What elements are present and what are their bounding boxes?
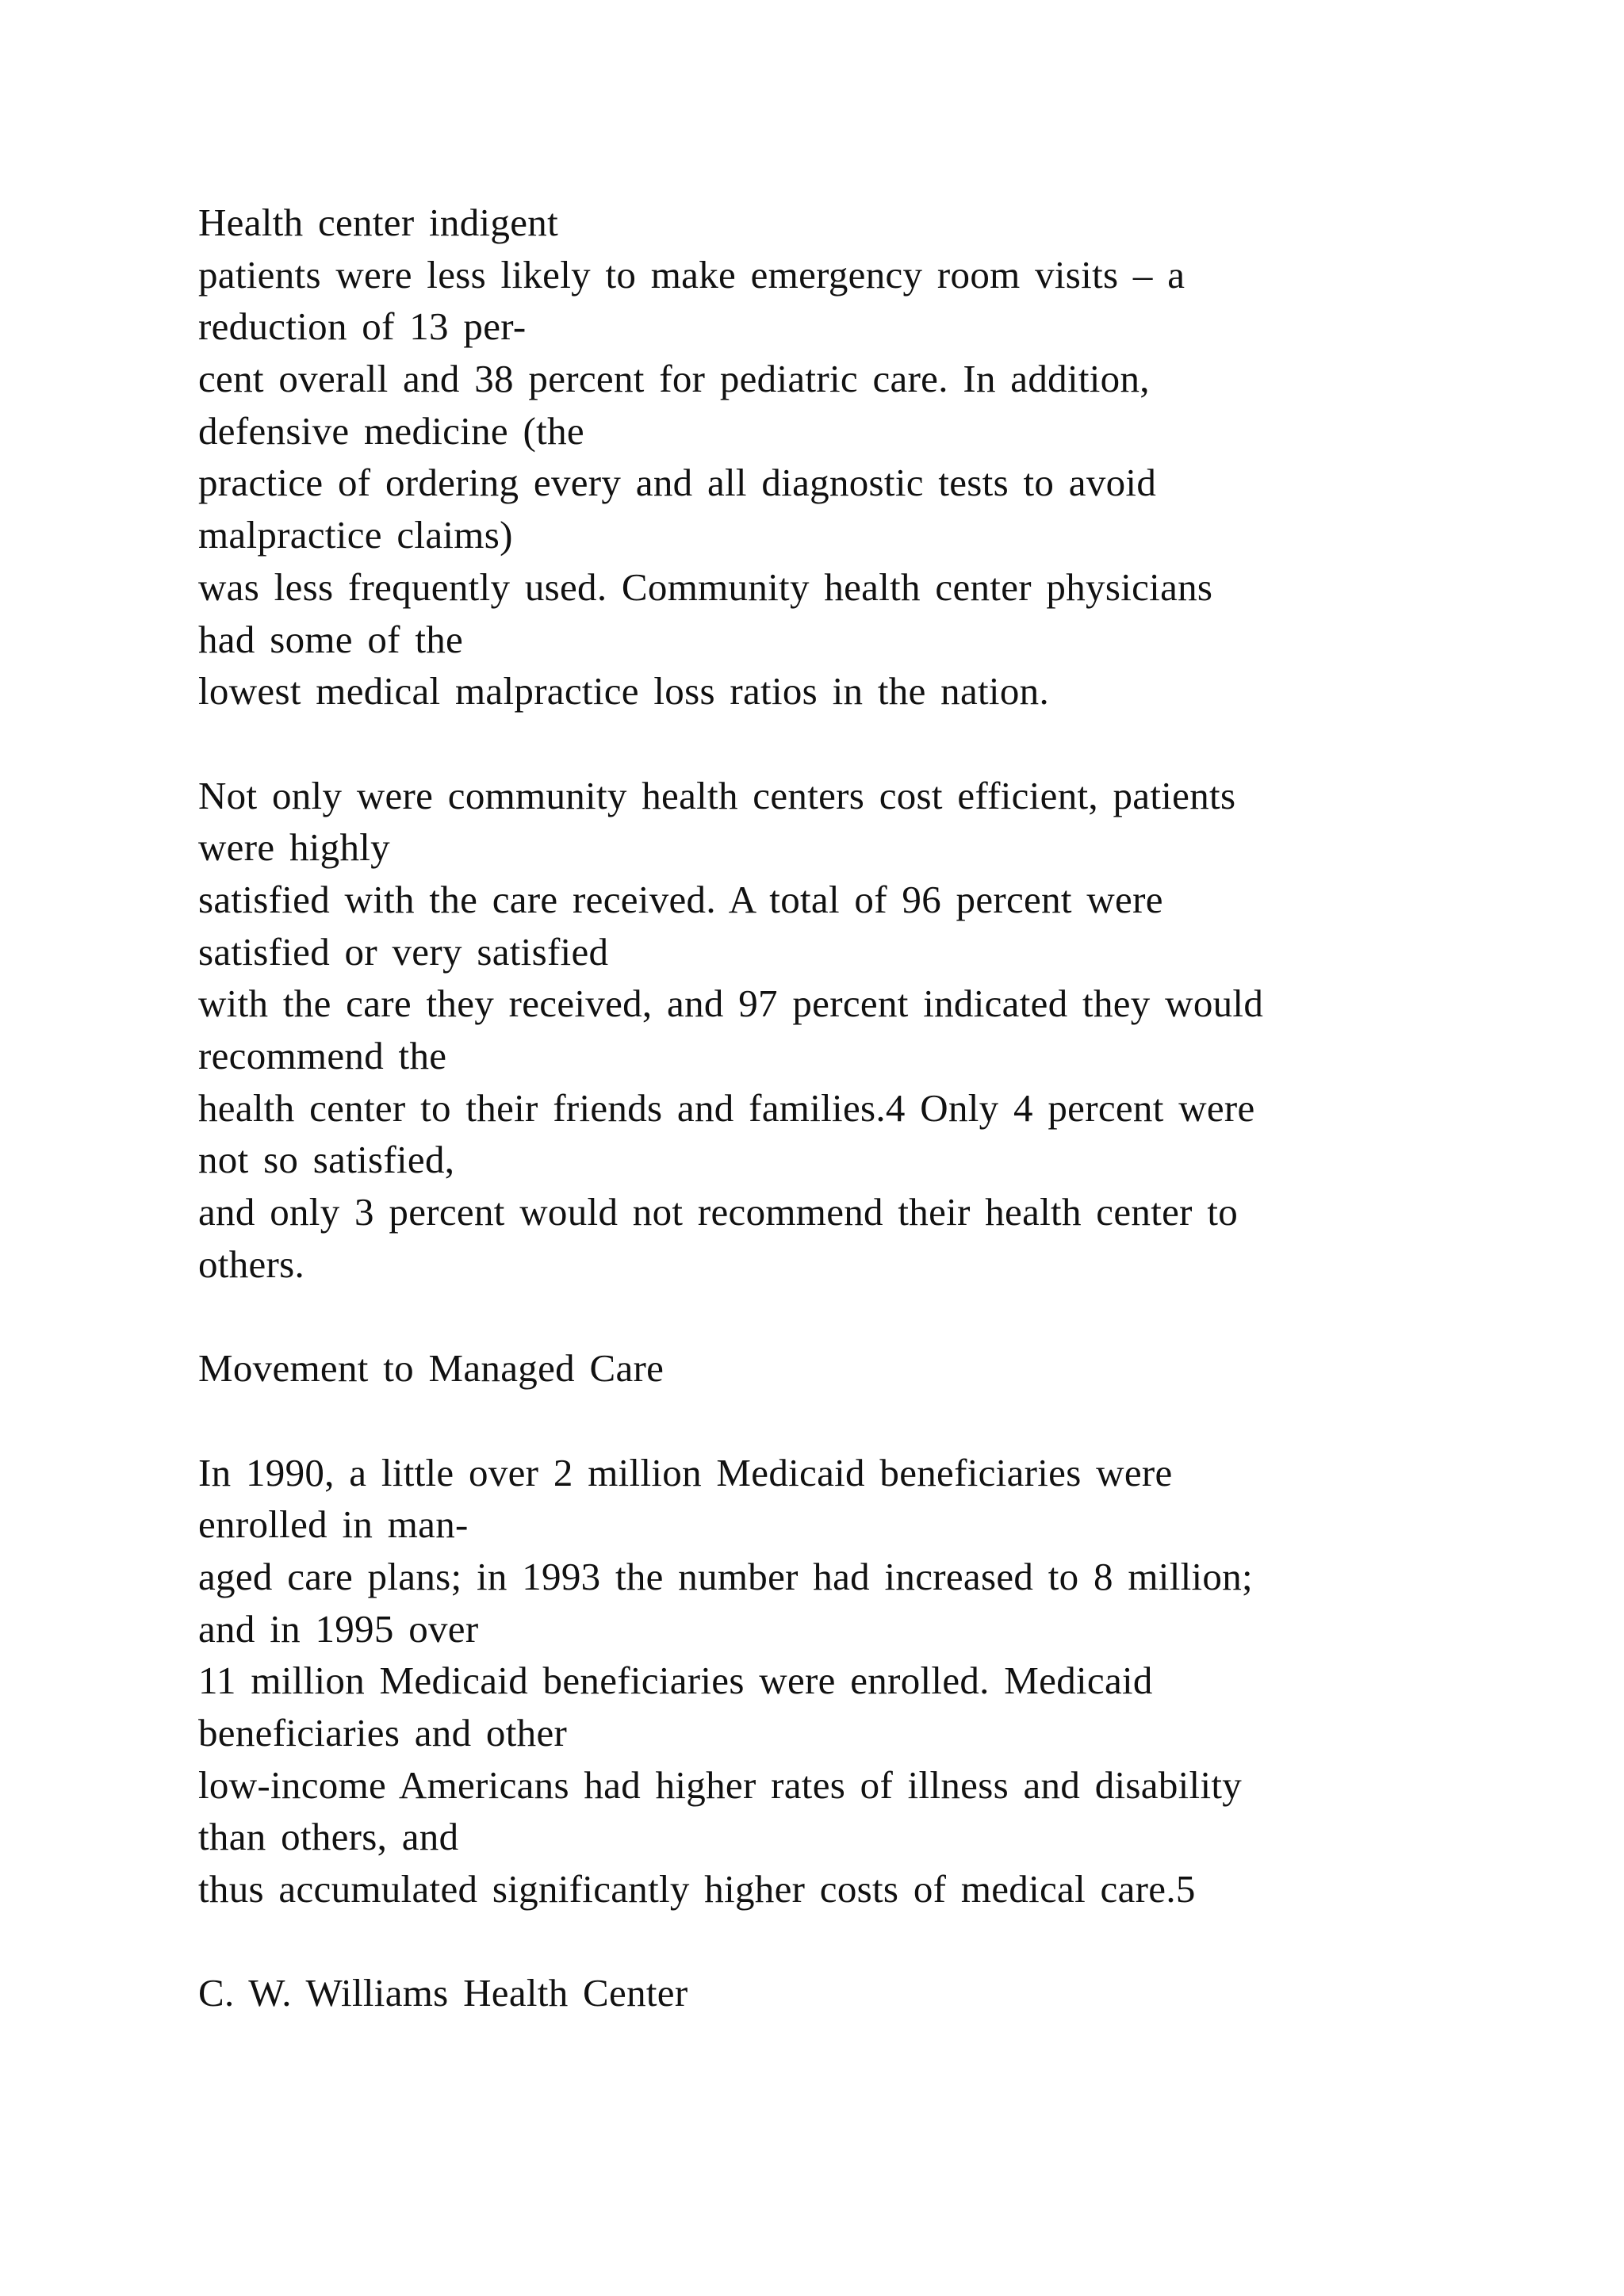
text-line: beneficiaries and other [198,1710,568,1755]
text-line: not so satisfied, [198,1138,455,1182]
text-line: were highly [198,825,390,870]
text-line: satisfied or very satisfied [198,929,609,974]
text-line: practice of ordering every and all diagnostic tests to avoid [198,461,1157,505]
text-line: health center to their friends and families.4 Only 4 percent were [198,1085,1255,1130]
text-line: than others, and [198,1815,459,1859]
paragraph-break [198,718,1499,770]
paragraph-break [198,1395,1499,1447]
text-line: lowest medical malpractice loss ratios in the nation. [198,669,1049,714]
text-line: Health center indigent [198,201,558,244]
paragraph-break [198,1915,1499,1968]
text-line: was less frequently used. Community health center physicians [198,564,1213,609]
text-line: cent overall and 38 percent for pediatric care. In addition, [198,357,1150,401]
text-line: 11 million Medicaid beneficiaries were enrolled. Medicaid [198,1659,1153,1703]
text-line: and only 3 percent would not recommend their health center to [198,1190,1239,1234]
text-line: aged care plans; in 1993 the number had increased to 8 million; [198,1554,1253,1598]
text-line: recommend the [198,1034,447,1077]
text-line: others. [198,1242,305,1286]
text-line: reduction of 13 per- [198,304,527,349]
document-body [198,197,1499,2019]
text-line: thus accumulated significantly higher costs of medical care.5 [198,1867,1196,1911]
section-heading: Movement to Managed Care [198,1346,665,1391]
text-line: low-income Americans had higher rates of illness and disability [198,1762,1243,1807]
text-line: with the care they received, and 97 percent indicated they would [198,982,1264,1026]
text-line: had some of the [198,617,464,661]
text-line: Not only were community health centers cost efficient, patients [198,773,1236,817]
text-line: satisfied with the care received. A total of 96 percent were [198,877,1163,921]
text-line: enrolled in man- [198,1502,469,1547]
section-heading: C. W. Williams Health Center [198,1971,688,2015]
text-line: patients were less likely to make emergency room visits – a [198,252,1185,297]
text-line: malpractice claims) [198,513,513,557]
text-line: In 1990, a little over 2 million Medicaid beneficiaries were [198,1450,1173,1494]
text-line: and in 1995 over [198,1606,479,1651]
paragraph-break [198,1290,1499,1342]
text-line: defensive medicine (the [198,408,584,453]
